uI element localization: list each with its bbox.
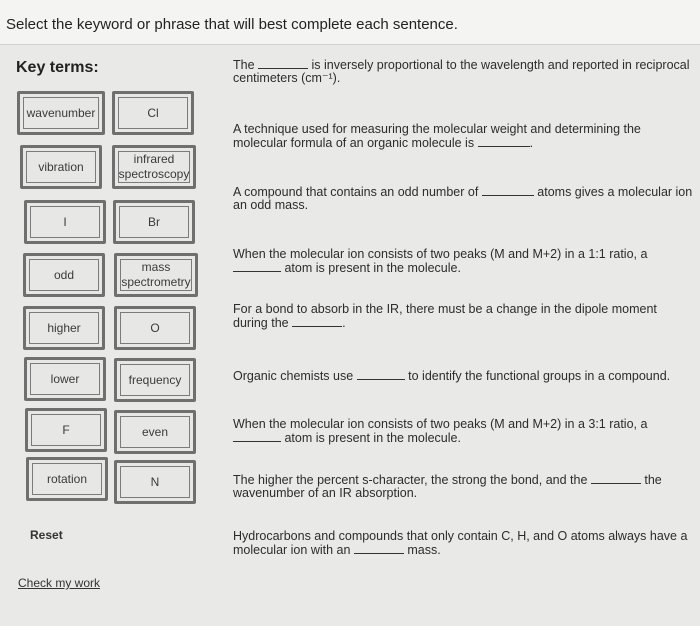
sentence-6 xyxy=(233,369,693,383)
sentence-text: atom is present in the molecule. xyxy=(284,261,461,275)
sentence-text: . xyxy=(342,316,346,330)
term-tile[interactable]: rotation xyxy=(26,457,108,501)
sentence-text: For a bond to absorb in the IR, there must be a change in the dipole moment during the xyxy=(233,302,657,330)
check-my-work-link[interactable]: Check my work xyxy=(18,576,101,590)
sentence-text: Hydrocarbons and compounds that only contain C, H, and O atoms always have a molecular ion with an xyxy=(233,529,688,557)
term-tile[interactable]: mass spectrometry xyxy=(114,253,198,297)
term-tile[interactable]: even xyxy=(114,410,196,454)
instruction-text: Select the keyword or phrase that will best complete each sentence. xyxy=(6,16,458,33)
sentence-text: atom is present in the molecule. xyxy=(284,431,461,445)
answer-blank[interactable] xyxy=(292,316,342,327)
sentence-3 xyxy=(233,185,693,212)
answer-blank[interactable] xyxy=(591,473,641,484)
sentence-4 xyxy=(233,248,693,275)
reset-button[interactable]: Reset xyxy=(30,528,63,542)
sentence-text: . xyxy=(529,136,534,150)
sentence-text: Organic chemists use xyxy=(233,369,354,383)
term-tile[interactable]: lower xyxy=(24,357,106,401)
sentence-text: atoms gives a molecular ion an odd mass. xyxy=(233,185,693,212)
term-tile[interactable]: higher xyxy=(23,306,105,350)
answer-blank[interactable] xyxy=(233,431,281,442)
sentence-text: the wavenumber of an IR absorption. xyxy=(233,473,662,500)
term-tile[interactable]: infrared spectroscopy xyxy=(112,145,196,189)
term-tile[interactable]: O xyxy=(114,306,196,350)
answer-blank[interactable] xyxy=(482,185,534,196)
term-tile[interactable]: F xyxy=(25,408,107,452)
answer-blank[interactable] xyxy=(258,58,308,69)
sentence-2 xyxy=(233,123,693,150)
term-tile[interactable]: odd xyxy=(23,253,105,297)
term-tile[interactable]: N xyxy=(114,460,196,504)
sentence-1 xyxy=(233,58,693,85)
sentence-text: mass. xyxy=(407,543,441,557)
key-terms-heading: Key terms: xyxy=(16,59,99,76)
sentence-5 xyxy=(233,303,693,330)
sentence-text: A technique used for measuring the molecular weight and determining the molecular formula of an organic molecule is xyxy=(233,122,641,150)
sentence-text: to identify the functional groups in a compound. xyxy=(408,369,671,383)
sentence-text: The xyxy=(233,58,255,72)
sentence-text: A compound that contains an odd number of xyxy=(233,185,479,199)
sentence-text: The higher the percent s-character, the strong the bond, and the xyxy=(233,473,588,487)
term-tile[interactable]: vibration xyxy=(20,145,102,189)
answer-blank[interactable] xyxy=(233,261,281,272)
sentence-text: is inversely proportional to the wavelength and reported in reciprocal centimeters (cm⁻¹). xyxy=(233,58,690,85)
answer-blank[interactable] xyxy=(478,136,530,147)
answer-blank[interactable] xyxy=(354,543,404,554)
instruction-bar xyxy=(0,0,700,45)
term-tile[interactable]: Br xyxy=(113,200,195,244)
sentence-text: When the molecular ion consists of two peaks (M and M+2) in a 3:1 ratio, a xyxy=(233,417,648,431)
answer-blank[interactable] xyxy=(357,369,405,380)
sentence-9 xyxy=(233,530,693,557)
sentence-text: When the molecular ion consists of two peaks (M and M+2) in a 1:1 ratio, a xyxy=(233,247,648,261)
term-tile[interactable]: wavenumber xyxy=(17,91,105,135)
term-tile[interactable]: Cl xyxy=(112,91,194,135)
term-tile[interactable]: frequency xyxy=(114,358,196,402)
term-tile[interactable]: I xyxy=(24,200,106,244)
sentence-8 xyxy=(233,473,693,500)
sentence-7 xyxy=(233,418,693,445)
